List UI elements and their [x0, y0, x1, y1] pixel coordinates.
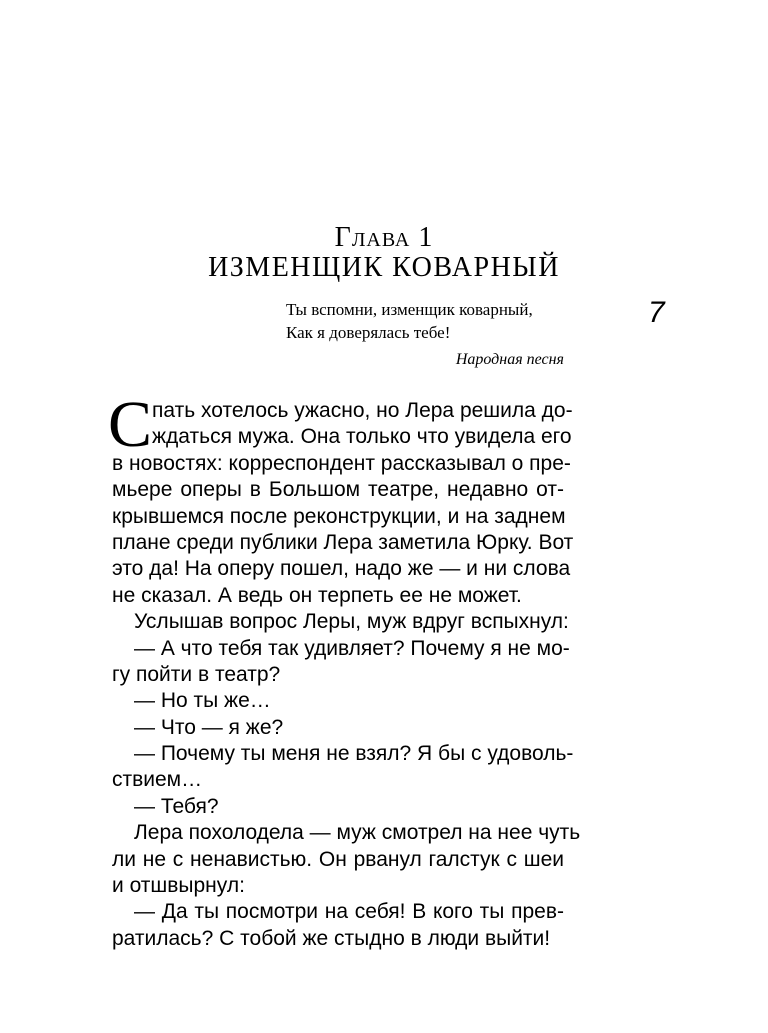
- text-line: ли не с ненавистью. Он рванул галстук с шеи: [112, 847, 564, 871]
- text-line-content: пать хотелось ужасно, но Лера решила до-: [152, 399, 573, 422]
- text-line: Лера похолодела — муж смотрел на нее чуть: [134, 821, 581, 845]
- text-line: плане среди публики Лера заметила Юрку. Вот: [112, 530, 574, 554]
- text-line: — Тебя?: [134, 794, 219, 818]
- text-line: ратилась? С тобой же стыдно в люди выйти!: [112, 926, 551, 950]
- chapter-number: Глава 1: [334, 222, 434, 253]
- text-line: — Но ты же…: [134, 689, 271, 713]
- text-line: гу пойти в театр?: [112, 662, 281, 686]
- text-line: мьере оперы в Большом театре, недавно от-: [112, 478, 564, 502]
- epigraph-line: Ты вспомни, изменщик коварный,: [286, 300, 533, 319]
- text-line: — Что — я же?: [134, 715, 284, 739]
- drop-cap: С: [108, 388, 153, 461]
- page-number: 7: [648, 296, 665, 329]
- text-line: — Да ты посмотри на себя! В кого ты прев-: [134, 900, 564, 924]
- text-line: Услышав вопрос Леры, муж вдруг вспыхнул:: [134, 610, 569, 634]
- text-line: — А что тебя так удивляет? Почему я не мо-: [134, 636, 570, 660]
- text-line: ждаться мужа. Она только что увидела его: [152, 425, 572, 449]
- text-line: крывшемся после реконструкции, и на заднем: [112, 504, 566, 528]
- text-line: в новостях: корреспондент рассказывал о пре-: [112, 451, 571, 475]
- text-line: ствием…: [112, 768, 203, 792]
- text-line: это да! На оперу пошел, надо же — и ни слова: [112, 557, 571, 581]
- text-line: не сказал. А ведь он терпеть ее не может.: [112, 583, 522, 607]
- body-text: [108, 388, 581, 952]
- chapter-title: ИЗМЕНЩИК КОВАРНЫЙ: [208, 252, 560, 283]
- text-line: — Почему ты меня не взял? Я бы с удоволь-: [134, 742, 574, 766]
- text-line: и отшвырнул:: [112, 874, 245, 898]
- epigraph: [286, 298, 564, 371]
- epigraph-line: Как я доверялась тебе!: [286, 323, 451, 342]
- epigraph-source: Народная песня: [455, 351, 564, 368]
